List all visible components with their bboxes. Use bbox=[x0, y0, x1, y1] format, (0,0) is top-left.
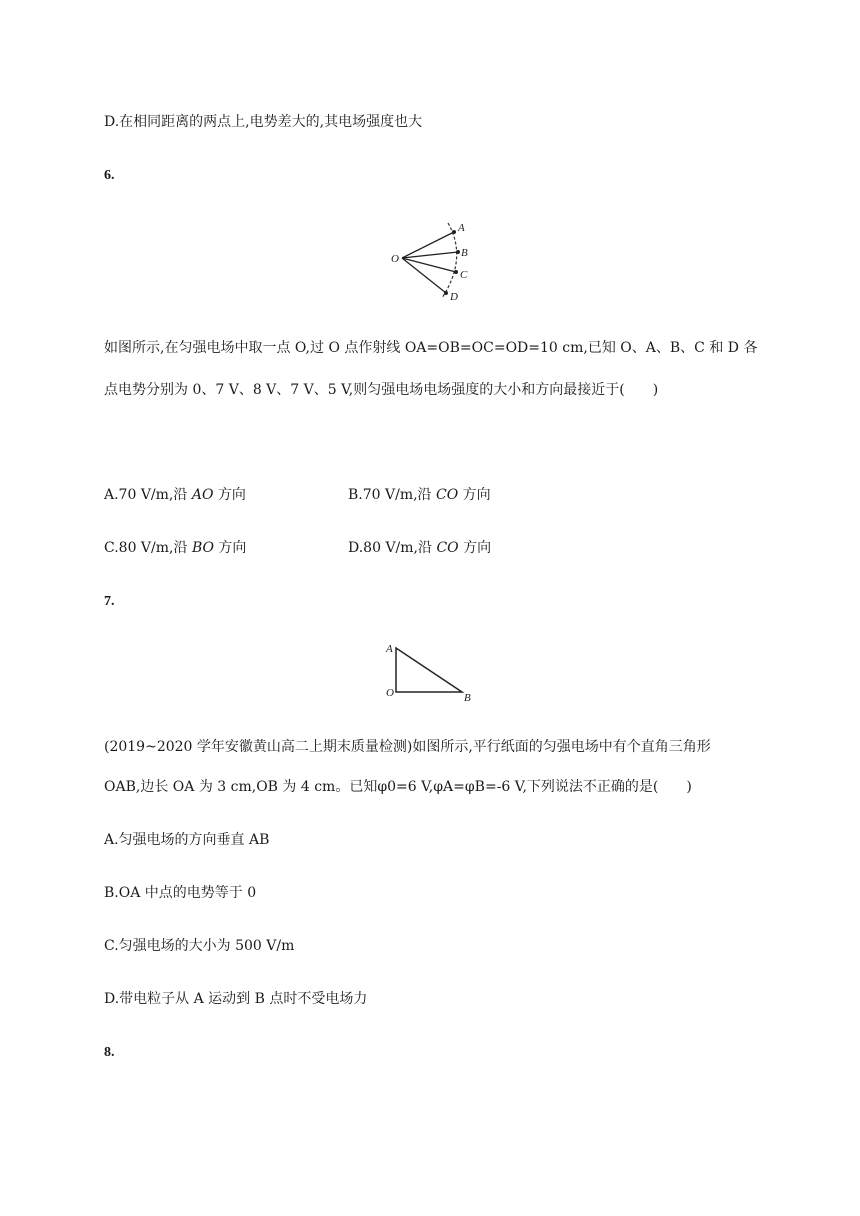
q6-ray-oa bbox=[402, 232, 454, 258]
q7-triangle-oab bbox=[396, 648, 462, 692]
q6-label-d: D bbox=[450, 291, 458, 303]
q6-label-b: B bbox=[461, 247, 468, 259]
q6-label-c: C bbox=[460, 269, 468, 281]
q6-stem-line1: 如图所示,在匀强电场中取一点 O,过 O 点作射线 OA=OB=OC=OD=10 cm,已知 O、A、B、C 和 D 各 bbox=[104, 340, 758, 356]
q7-label-b: B bbox=[464, 692, 471, 704]
q5-option-d: D.在相同距离的两点上,电势差大的,其电场强度也大 bbox=[104, 114, 423, 130]
q6-point-b bbox=[456, 250, 460, 254]
q7-option-c: C.匀强电场的大小为 500 V/m bbox=[104, 938, 295, 954]
q7-stem-line2: OAB,边长 OA 为 3 cm,OB 为 4 cm。已知φ0=6 V,φA=φB=-6 V,下列说法不正确的是( ) bbox=[104, 779, 692, 795]
q7-option-b: B.OA 中点的电势等于 0 bbox=[104, 885, 257, 901]
q7-number: 7. bbox=[104, 594, 115, 609]
q6-point-c bbox=[454, 270, 458, 274]
q6-point-d bbox=[444, 291, 448, 295]
q7-triangle-figure bbox=[382, 638, 478, 704]
q7-stem-line1: (2019~2020 学年安徽黄山高二上期末质量检测)如图所示,平行纸面的匀强电场中有个直角三角形 bbox=[104, 739, 711, 755]
q6-option-c: C.80 V/m,沿 BO 方向 bbox=[104, 540, 247, 556]
q6-option-b: B.70 V/m,沿 CO 方向 bbox=[348, 487, 491, 503]
q6-stem-line2: 点电势分别为 0、7 V、8 V、7 V、5 V,则匀强电场电场强度的大小和方向最接近于( ) bbox=[104, 382, 659, 398]
q6-option-a: A.70 V/m,沿 AO 方向 bbox=[104, 487, 246, 503]
q6-label-o: O bbox=[391, 253, 399, 265]
q6-label-a: A bbox=[458, 222, 465, 234]
q7-label-o: O bbox=[386, 687, 394, 699]
q6-figure bbox=[388, 218, 478, 306]
q8-number: 8. bbox=[104, 1045, 115, 1060]
q7-label-a: A bbox=[386, 643, 393, 655]
q6-ray-ob bbox=[402, 252, 458, 258]
q6-number: 6. bbox=[104, 168, 115, 183]
q7-option-a: A.匀强电场的方向垂直 AB bbox=[104, 832, 270, 848]
q6-option-d: D.80 V/m,沿 CO 方向 bbox=[348, 540, 492, 556]
q6-point-a bbox=[452, 230, 456, 234]
q7-option-d: D.带电粒子从 A 运动到 B 点时不受电场力 bbox=[104, 991, 368, 1007]
